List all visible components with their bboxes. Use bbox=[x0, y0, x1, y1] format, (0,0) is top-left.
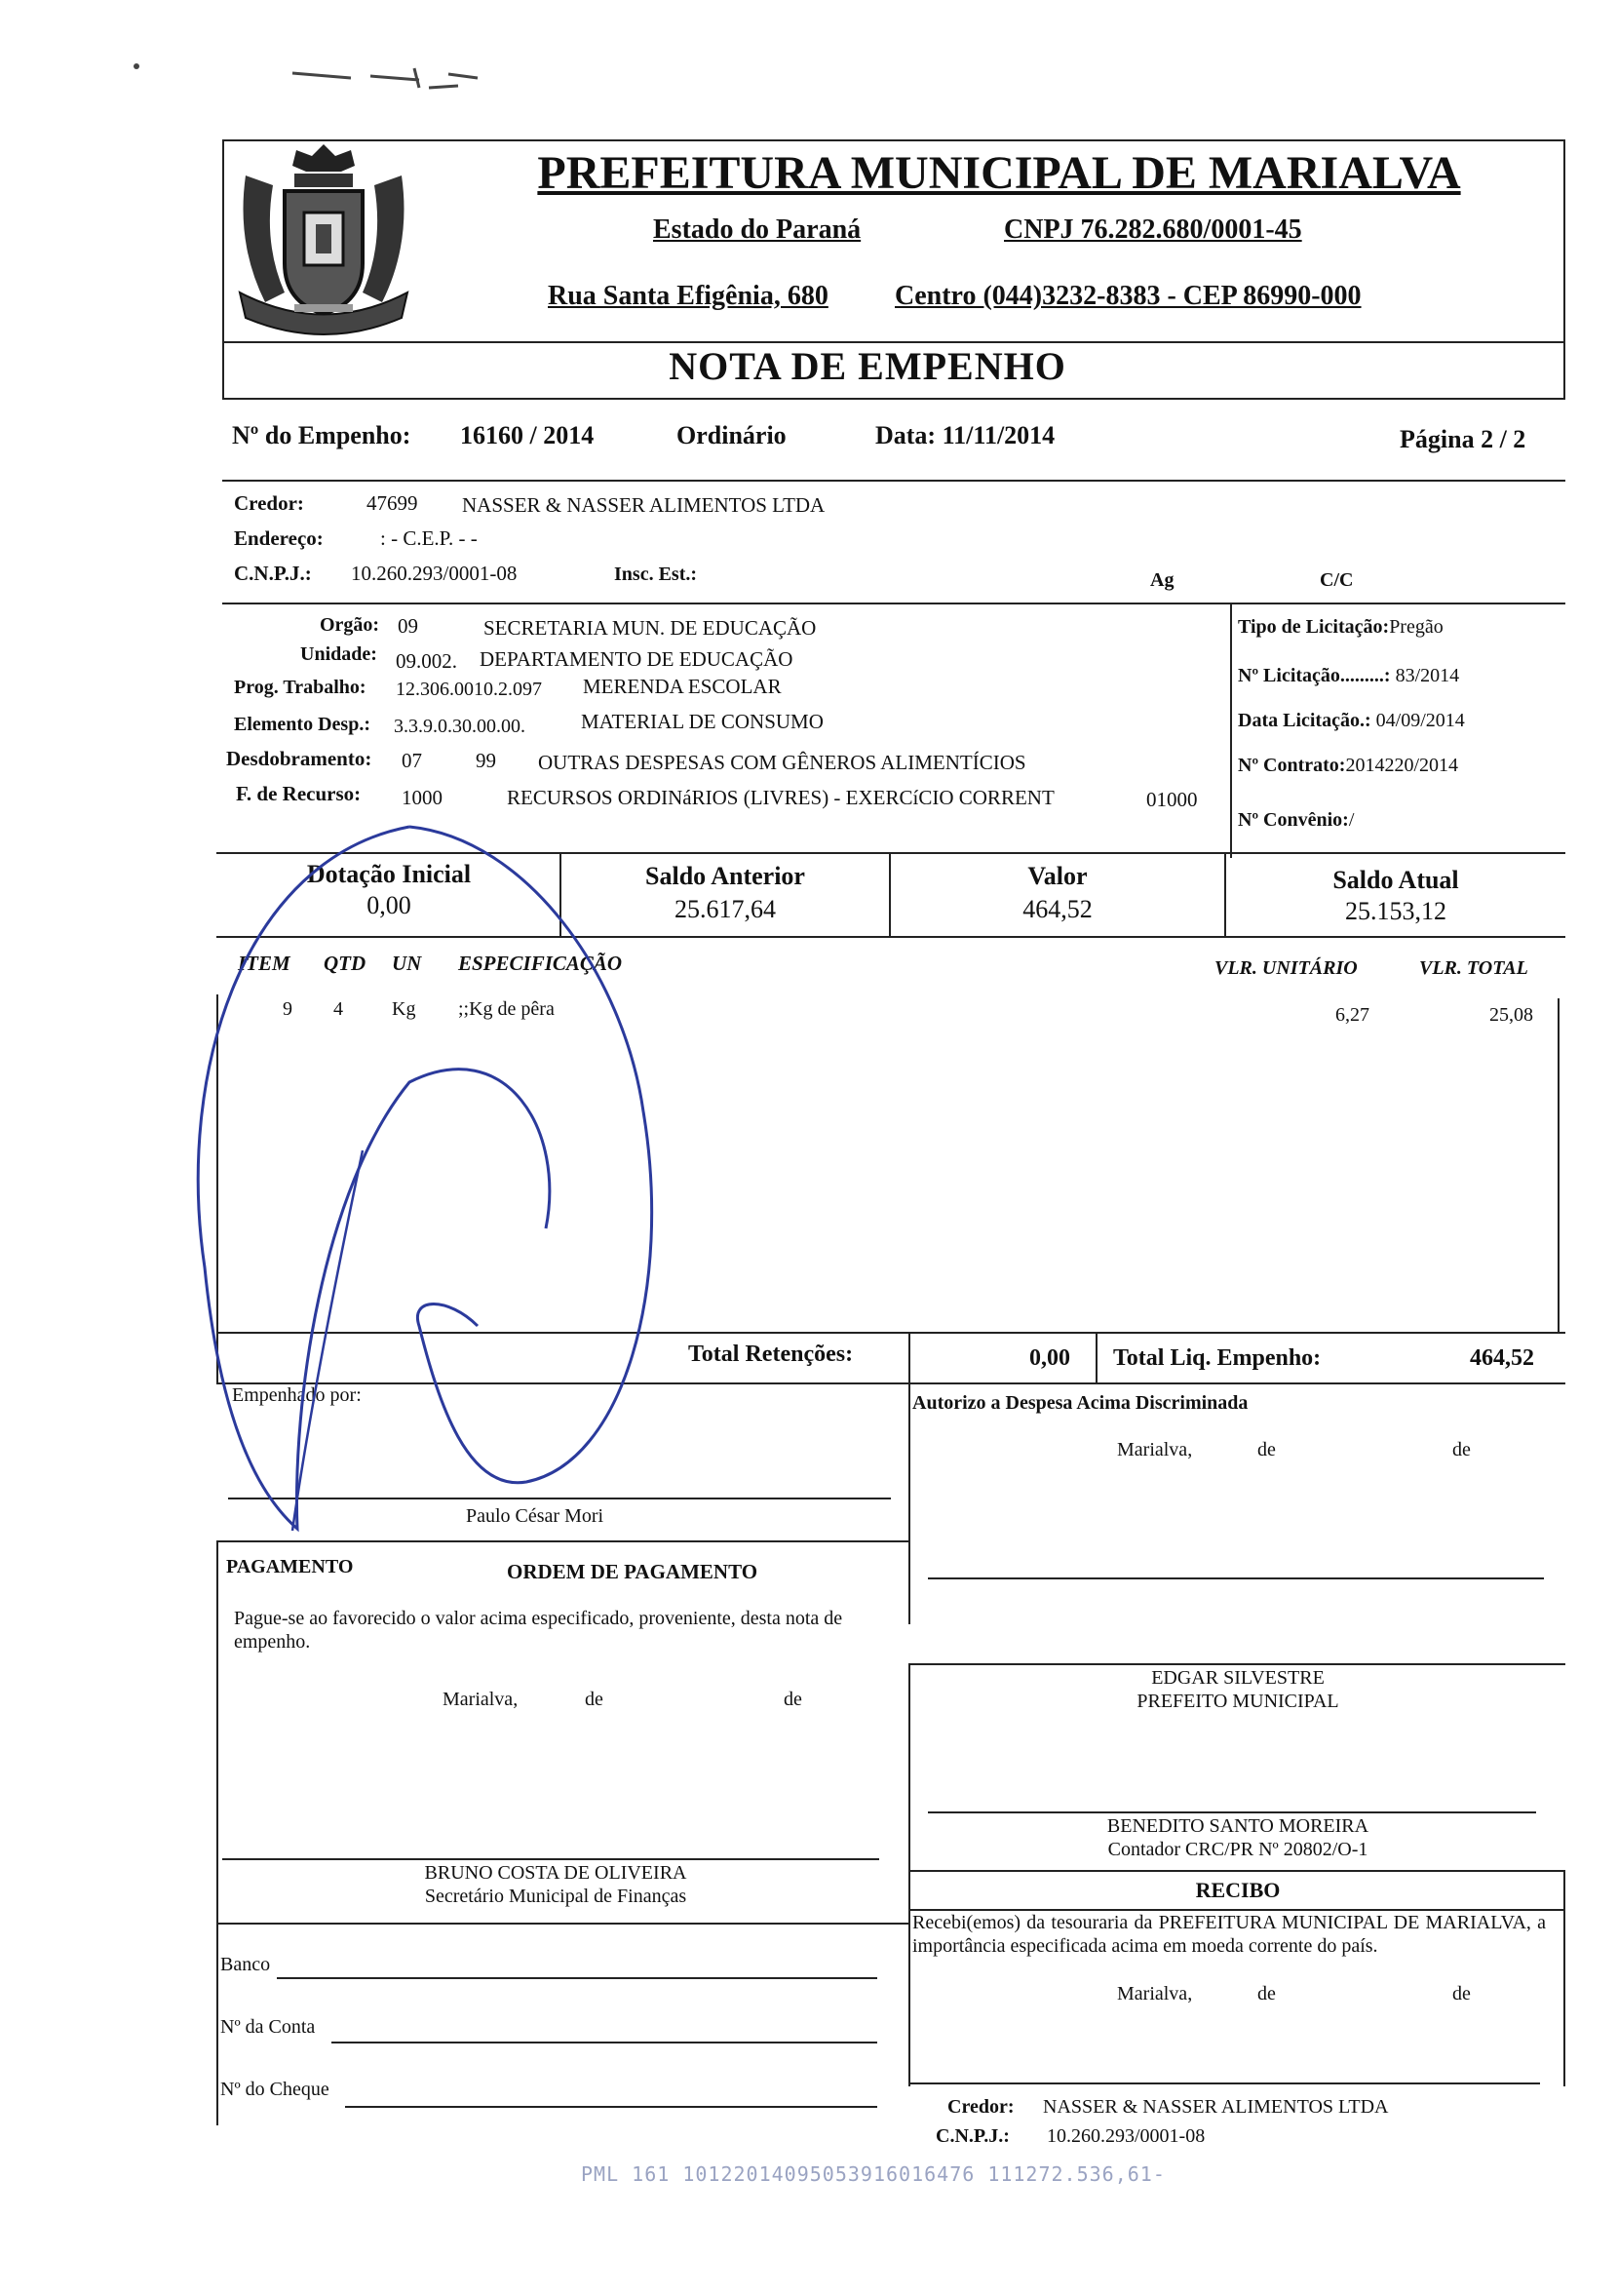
recibo-local: Marialva, bbox=[1117, 1983, 1193, 2004]
col-header-especificacao: ESPECIFICAÇÃO bbox=[458, 952, 623, 975]
empenhado-por-label: Empenhado por: bbox=[232, 1384, 362, 1406]
total-retencoes-value: 0,00 bbox=[1029, 1345, 1070, 1371]
credor-cnpj: 10.260.293/0001-08 bbox=[351, 562, 518, 585]
orgao-name: SECRETARIA MUN. DE EDUCAÇÃO bbox=[483, 616, 817, 640]
credor-code: 47699 bbox=[366, 491, 418, 515]
cheque-label: Nº do Cheque bbox=[220, 2079, 329, 2100]
pagamento-de-1: de bbox=[585, 1689, 603, 1710]
endereco-label: Endereço: bbox=[234, 526, 324, 550]
credor-label: Credor: bbox=[234, 491, 304, 515]
saldo-atual-value: 25.153,12 bbox=[1345, 897, 1446, 925]
row-especificacao: ;;Kg de pêra bbox=[458, 998, 555, 1020]
total-liq-value: 464,52 bbox=[1470, 1345, 1534, 1371]
pagamento-title: PAGAMENTO bbox=[226, 1556, 354, 1577]
contador-role: Contador CRC/PR Nº 20802/O-1 bbox=[1107, 1839, 1368, 1860]
unidade-code: 09.002. bbox=[396, 649, 457, 673]
page-number: Página 2 / 2 bbox=[1400, 425, 1526, 453]
insc-est-label: Insc. Est.: bbox=[614, 564, 698, 585]
dotacao-inicial-value: 0,00 bbox=[366, 891, 411, 919]
tipo-licitacao: Tipo de Licitação:Pregão bbox=[1238, 616, 1444, 638]
col-header-un: UN bbox=[392, 952, 422, 975]
ag-label: Ag bbox=[1150, 569, 1175, 591]
address-street: Rua Santa Efigênia, 680 bbox=[548, 281, 828, 311]
col-header-qtd: QTD bbox=[324, 952, 366, 975]
empenhado-por-name: Paulo César Mori bbox=[466, 1505, 604, 1527]
numero-licitacao: Nº Licitação.........: 83/2014 bbox=[1238, 665, 1460, 686]
recibo-cnpj-label: C.N.P.J.: bbox=[936, 2125, 1010, 2147]
valor-label: Valor bbox=[1027, 862, 1088, 890]
pagamento-de-2: de bbox=[784, 1689, 802, 1710]
financas-role: Secretário Municipal de Finanças bbox=[424, 1886, 687, 1907]
row-item: 9 bbox=[283, 998, 292, 1020]
recibo-credor-name: NASSER & NASSER ALIMENTOS LTDA bbox=[1043, 2096, 1389, 2118]
saldo-atual-label: Saldo Atual bbox=[1332, 866, 1459, 894]
total-liq-label: Total Liq. Empenho: bbox=[1113, 1345, 1322, 1371]
conta-label: Nº da Conta bbox=[220, 2016, 316, 2038]
col-header-vlr-total: VLR. TOTAL bbox=[1419, 957, 1528, 979]
total-retencoes-label: Total Retenções: bbox=[688, 1342, 854, 1367]
col-header-vlr-unitario: VLR. UNITÁRIO bbox=[1214, 957, 1358, 979]
col-header-item: ITEM bbox=[238, 952, 290, 975]
row-vlr-total: 25,08 bbox=[1489, 1004, 1533, 1026]
autorizo-de-1: de bbox=[1257, 1439, 1276, 1460]
recibo-de-2: de bbox=[1452, 1983, 1471, 2004]
recibo-text: Recebi(emos) da tesouraria da PREFEITURA MUNICIPAL DE MARIALVA, a importância especificada acima em moeda corrente do país. bbox=[912, 1912, 1546, 1957]
saldo-anterior-value: 25.617,64 bbox=[674, 895, 776, 923]
desdobramento-label: Desdobramento: bbox=[226, 747, 372, 770]
elemento-desp-label: Elemento Desp.: bbox=[234, 714, 370, 735]
prefeito-name: EDGAR SILVESTRE bbox=[1151, 1667, 1325, 1689]
saldo-anterior-label: Saldo Anterior bbox=[645, 862, 805, 890]
empenho-date: Data: 11/11/2014 bbox=[875, 421, 1056, 449]
authentication-stamp: PML 161 10122014095053916016476 111272.536,61- bbox=[581, 2162, 1166, 2186]
valor-value: 464,52 bbox=[1022, 895, 1093, 923]
dotacao-inicial-label: Dotação Inicial bbox=[306, 860, 472, 888]
recibo-title: RECIBO bbox=[1195, 1878, 1281, 1902]
contador-name: BENEDITO SANTO MOREIRA bbox=[1106, 1815, 1369, 1837]
state-label: Estado do Paraná bbox=[653, 214, 862, 245]
empenho-number-label: Nº do Empenho: bbox=[232, 421, 411, 449]
autorizo-local: Marialva, bbox=[1117, 1439, 1193, 1460]
cc-label: C/C bbox=[1320, 569, 1354, 591]
recibo-credor-label: Credor: bbox=[947, 2096, 1015, 2118]
desdobramento-name: OUTRAS DESPESAS COM GÊNEROS ALIMENTÍCIOS bbox=[538, 751, 1026, 774]
financas-name: BRUNO COSTA DE OLIVEIRA bbox=[424, 1862, 687, 1884]
fonte-recurso-name: RECURSOS ORDINáRIOS (LIVRES) - EXERCíCIO CORRENT bbox=[507, 786, 1055, 809]
prog-trabalho-label: Prog. Trabalho: bbox=[234, 677, 366, 698]
cnpj-header: CNPJ 76.282.680/0001-45 bbox=[1004, 214, 1302, 245]
recibo-de-1: de bbox=[1257, 1983, 1276, 2004]
orgao-code: 09 bbox=[398, 614, 418, 638]
numero-contrato: Nº Contrato:2014220/2014 bbox=[1238, 755, 1459, 776]
empenho-type: Ordinário bbox=[676, 421, 787, 449]
credor-name: NASSER & NASSER ALIMENTOS LTDA bbox=[462, 493, 826, 517]
unidade-name: DEPARTAMENTO DE EDUCAÇÃO bbox=[480, 647, 793, 671]
row-qtd: 4 bbox=[333, 998, 343, 1020]
numero-convenio: Nº Convênio:/ bbox=[1238, 809, 1355, 831]
autorizo-text: Autorizo a Despesa Acima Discriminada bbox=[912, 1392, 1249, 1414]
orgao-label: Orgão: bbox=[320, 614, 380, 636]
prefeitura-title: PREFEITURA MUNICIPAL DE MARIALVA bbox=[537, 147, 1461, 199]
fonte-recurso-extra: 01000 bbox=[1146, 788, 1198, 811]
prefeito-role: PREFEITO MUNICIPAL bbox=[1136, 1691, 1339, 1712]
address-rest: Centro (044)3232-8383 - CEP 86990-000 bbox=[895, 281, 1362, 311]
pagamento-local: Marialva, bbox=[443, 1689, 519, 1710]
data-licitacao: Data Licitação.: 04/09/2014 bbox=[1238, 710, 1465, 731]
ordem-pagamento-title: ORDEM DE PAGAMENTO bbox=[507, 1560, 758, 1583]
empenho-number: 16160 / 2014 bbox=[460, 421, 595, 449]
unidade-label: Unidade: bbox=[300, 643, 377, 665]
ordem-pagamento-text: Pague-se ao favorecido o valor acima especificado, proveniente, desta nota de empenho. bbox=[234, 1608, 843, 1653]
fonte-recurso-code: 1000 bbox=[402, 786, 443, 809]
row-vlr-unitario: 6,27 bbox=[1335, 1004, 1369, 1026]
fonte-recurso-label: F. de Recurso: bbox=[236, 782, 362, 805]
desdobramento-code-2: 99 bbox=[476, 749, 496, 772]
cnpj-label: C.N.P.J.: bbox=[234, 562, 312, 585]
endereco-value: : - C.E.P. - - bbox=[380, 526, 478, 550]
document-title: NOTA DE EMPENHO bbox=[669, 344, 1066, 388]
autorizo-de-2: de bbox=[1452, 1439, 1471, 1460]
desdobramento-code-1: 07 bbox=[402, 749, 422, 772]
recibo-cnpj-value: 10.260.293/0001-08 bbox=[1047, 2125, 1206, 2147]
row-un: Kg bbox=[392, 998, 416, 1020]
prog-trabalho-name: MERENDA ESCOLAR bbox=[583, 675, 782, 698]
elemento-desp-code: 3.3.9.0.30.00.00. bbox=[394, 716, 525, 737]
prog-trabalho-code: 12.306.0010.2.097 bbox=[396, 679, 542, 700]
elemento-desp-name: MATERIAL DE CONSUMO bbox=[581, 710, 824, 733]
banco-label: Banco bbox=[220, 1954, 271, 1975]
